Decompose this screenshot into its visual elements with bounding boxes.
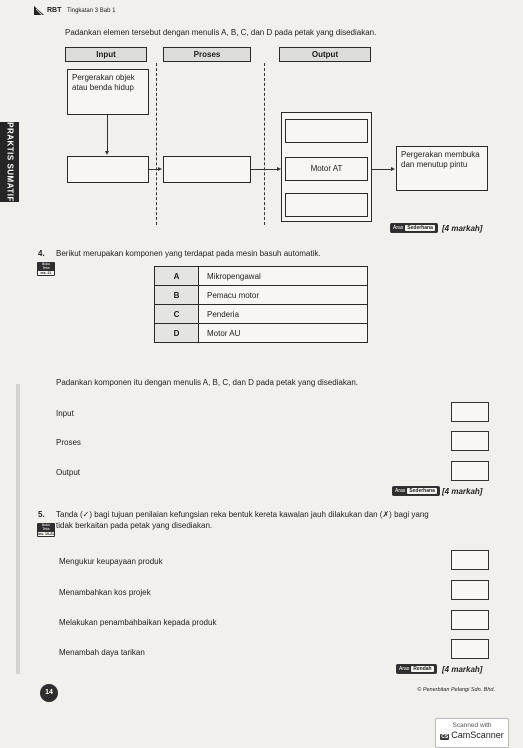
answer-box-q4-input[interactable]	[451, 402, 489, 422]
col-input-header: Input	[65, 47, 147, 62]
side-tab-label: PRAKTIS SUMATIF	[5, 122, 14, 202]
answer-box-output-2[interactable]	[285, 193, 368, 217]
component-name: Penderia	[199, 305, 368, 324]
table-row	[155, 286, 368, 305]
page-header	[47, 7, 115, 14]
header-logo: RBT	[47, 7, 62, 14]
buku-page: ms. 19-21	[38, 532, 54, 536]
q5-marks: [4 markah]	[442, 665, 483, 674]
watermark-line1: Scanned with	[452, 722, 492, 729]
component-letter: C	[155, 305, 199, 324]
watermark-brand: CamScanner	[451, 730, 504, 740]
component-name: Pemacu motor	[199, 286, 368, 305]
connector-down	[107, 115, 108, 152]
answer-box-q4-output[interactable]	[451, 461, 489, 481]
q5-item-2: Menambahkan kos projek	[59, 588, 151, 597]
watermark-brand-row	[436, 730, 508, 740]
q4-level-badge	[392, 486, 440, 496]
q4-question: Berikut merupakan komponen yang terdapat pada mesin basuh automatik.	[56, 249, 321, 258]
divider-2	[264, 63, 265, 225]
arrow-right-icon	[391, 167, 395, 171]
q5-question-line1: Tanda (✓) bagi tujuan penilaian kefungsian reka bentuk kereta kawalan jauh dilakukan dan (✗) bagi yang	[56, 510, 429, 519]
badge-label: Aras	[399, 666, 410, 672]
q5-number-label: 5.	[38, 510, 45, 519]
component-table	[154, 266, 368, 343]
component-letter: D	[155, 324, 199, 343]
rbt-logo-icon	[34, 6, 44, 15]
q5-item-3: Melakukan penambahbaikan kepada produk	[59, 618, 217, 627]
badge-label: Aras	[393, 225, 404, 231]
q4-number-label: 4.	[38, 249, 45, 258]
arrow-down-icon	[105, 151, 109, 155]
answer-box-q4-proses[interactable]	[451, 431, 489, 451]
q4-marks: [4 markah]	[442, 487, 483, 496]
divider-1	[156, 63, 157, 225]
badge-level: Rendah	[413, 666, 432, 672]
answer-box-output-1[interactable]	[285, 119, 368, 143]
answer-box-proses[interactable]	[163, 156, 251, 183]
q5-level-badge	[396, 664, 437, 674]
answer-box-q5-2[interactable]	[451, 580, 489, 600]
buku-line1: Buku	[42, 523, 50, 527]
badge-label: Aras	[395, 488, 406, 494]
textbook-ref-icon	[37, 262, 55, 276]
component-letter: A	[155, 267, 199, 286]
page-number: 14	[40, 684, 58, 702]
result-box: Pergerakan membuka dan menutup pintu	[396, 146, 488, 191]
col-proses-header: Proses	[163, 47, 251, 62]
component-name: Mikropengawal	[199, 267, 368, 286]
connector-2	[251, 169, 278, 170]
row-label-proses: Proses	[56, 438, 81, 447]
connector-3	[372, 169, 392, 170]
publisher-credit: © Penerbitan Pelangi Sdn. Bhd.	[417, 687, 495, 693]
table-row	[155, 305, 368, 324]
q4-instruction: Padankan komponen itu dengan menulis A, B, C, dan D pada petak yang disediakan.	[56, 378, 358, 387]
q5-item-4: Menambah daya tarikan	[59, 648, 145, 657]
table-row	[155, 267, 368, 286]
component-name: Motor AU	[199, 324, 368, 343]
q5-item-1: Mengukur keupayaan produk	[59, 557, 163, 566]
row-label-input: Input	[56, 409, 74, 418]
header-subtitle: Tingkatan 3 Bab 1	[66, 8, 116, 14]
buku-line2: Teks	[42, 266, 50, 270]
answer-box-q5-3[interactable]	[451, 610, 489, 630]
arrow-right-icon	[158, 167, 162, 171]
page-edge	[16, 384, 20, 674]
answer-box-q5-1[interactable]	[451, 550, 489, 570]
buku-page: ms. 21	[38, 271, 54, 275]
q3-marks: [4 markah]	[442, 224, 483, 233]
buku-line1: Buku	[42, 262, 50, 266]
badge-level: Sederhana	[409, 488, 435, 494]
side-tab	[0, 122, 19, 202]
camscanner-logo-icon: CS	[441, 734, 449, 740]
component-letter: B	[155, 286, 199, 305]
textbook-ref-icon	[37, 523, 55, 537]
input-description-box: Pergerakan objek atau benda hidup	[67, 69, 149, 115]
row-label-output: Output	[56, 468, 81, 477]
answer-box-q5-4[interactable]	[451, 639, 489, 659]
buku-line2: Teks	[42, 527, 50, 531]
answer-box-input[interactable]	[67, 156, 149, 183]
q5-question-line2: tidak berkaitan pada petak yang disediakan.	[56, 521, 213, 530]
camscanner-watermark	[435, 718, 509, 748]
col-output-header: Output	[279, 47, 371, 62]
q5-number	[38, 510, 45, 520]
badge-level: Sederhana	[407, 225, 433, 231]
q4-number	[38, 249, 45, 259]
table-row	[155, 324, 368, 343]
q3-level-badge	[390, 223, 438, 233]
motor-box: Motor AT	[285, 157, 368, 181]
q3-instruction: Padankan elemen tersebut dengan menulis A, B, C, dan D pada petak yang disediakan.	[65, 28, 377, 37]
